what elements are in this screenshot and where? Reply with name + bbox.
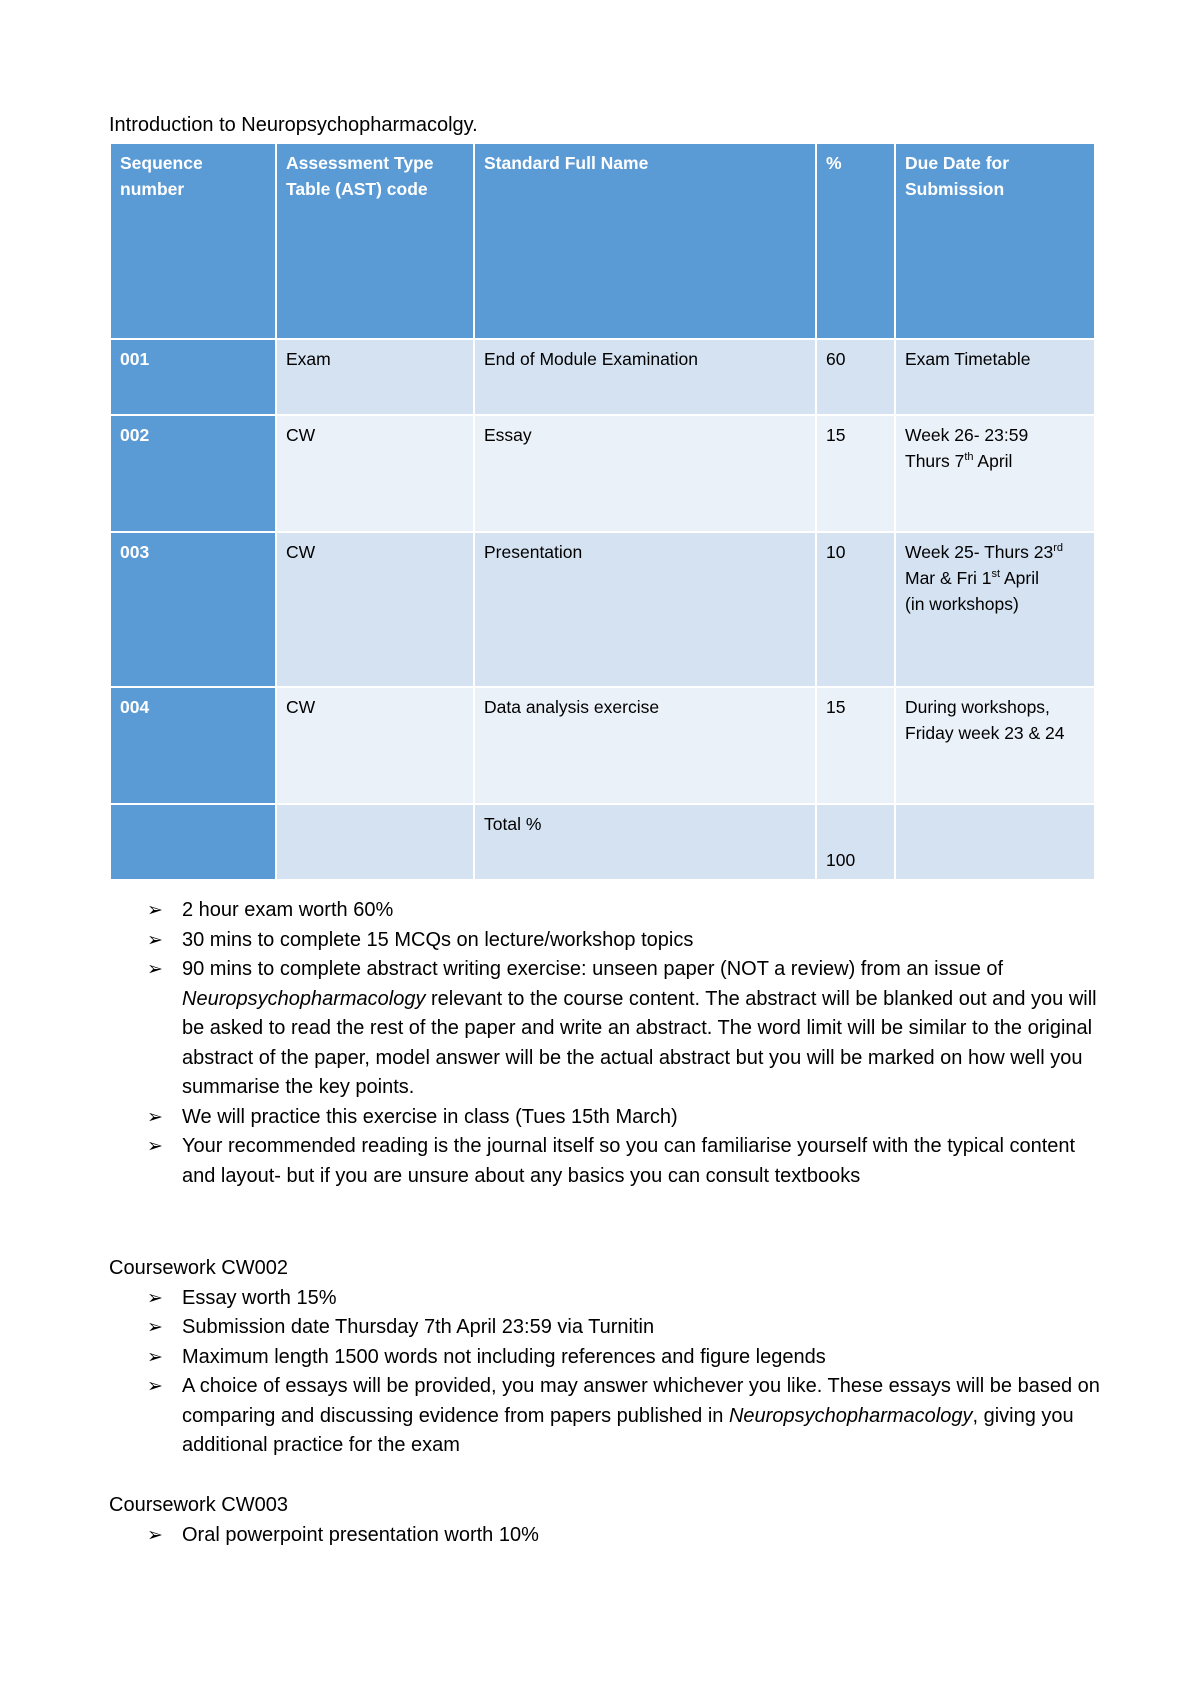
- list-item-text: relevant to the course content. The abstract will be blanked out and you will be asked to read the rest of the paper and write an abstract. The word limit will be similar to the original abstract of the paper, model answer will be the actual abstract but you will be marked on how well you summarise the key points.: [182, 987, 1097, 1098]
- table-row: [110, 687, 1095, 804]
- arrow-bullet-icon: ➢: [147, 1345, 163, 1368]
- cell-ast: CW: [276, 687, 474, 804]
- due-line: Mar & Fri 1: [905, 568, 992, 588]
- due-line: Thurs 7: [905, 451, 965, 471]
- cell-name: Presentation: [474, 532, 816, 687]
- due-line: April: [973, 451, 1013, 471]
- list-item: [109, 1284, 1109, 1314]
- arrow-bullet-icon: ➢: [147, 928, 163, 951]
- cell-total-label: Total %: [474, 804, 816, 880]
- cell-due: During workshops, Friday week 23 & 24: [895, 687, 1095, 804]
- list-item-text: , giving you additional practice for the exam: [182, 1404, 1074, 1456]
- journal-name: Neuropsychopharmacology: [182, 987, 426, 1010]
- cell-name: Essay: [474, 415, 816, 532]
- coursework-cw003-section: [109, 1491, 1109, 1550]
- list-item: [109, 1521, 1109, 1551]
- section-heading: Coursework CW002: [109, 1257, 288, 1279]
- header-sequence-number: Sequence number: [110, 143, 276, 339]
- list-item-text: A choice of essays will be provided, you may answer whichever you like. These essays will be based on comparing and discussing evidence from papers published in: [182, 1375, 1100, 1427]
- cell-due: Exam Timetable: [895, 339, 1095, 415]
- cell-total-value: 100: [816, 804, 895, 880]
- table-row: [110, 532, 1095, 687]
- list-item-text: Essay worth 15%: [182, 1286, 337, 1309]
- table-row: [110, 415, 1095, 532]
- list-item-text: Your recommended reading is the journal itself so you can familiarise yourself with the typical content and layout- but if you are unsure about any basics you can consult textbooks: [182, 1135, 1076, 1187]
- header-percent: %: [816, 143, 895, 339]
- cell-sequence: 002: [110, 415, 276, 532]
- due-line: (in workshops): [905, 594, 1019, 614]
- cell-percent: 15: [816, 687, 895, 804]
- ordinal-suffix: rd: [1053, 542, 1063, 554]
- list-item: [109, 1343, 1109, 1373]
- list-item-text: 30 mins to complete 15 MCQs on lecture/workshop topics: [182, 928, 694, 951]
- list-item: [109, 1313, 1109, 1343]
- ordinal-suffix: st: [991, 568, 1001, 580]
- cell-sequence: 003: [110, 532, 276, 687]
- cell-sequence: 004: [110, 687, 276, 804]
- section-heading: Coursework CW003: [109, 1494, 288, 1516]
- cell-sequence: 001: [110, 339, 276, 415]
- table-header-row: [110, 143, 1095, 339]
- cw002-list: [109, 1284, 1109, 1461]
- due-line: Week 25- Thurs 23: [905, 542, 1054, 562]
- arrow-bullet-icon: ➢: [147, 899, 163, 921]
- ordinal-suffix: th: [964, 451, 974, 463]
- journal-name: Neuropsychopharmacology: [728, 1404, 973, 1427]
- list-item-text: Maximum length 1500 words not including references and figure legends: [182, 1345, 826, 1368]
- list-item: [109, 955, 1109, 1103]
- list-item: [109, 926, 1109, 956]
- cell-ast: [276, 804, 474, 880]
- list-item-text: 2 hour exam worth 60%: [182, 899, 394, 921]
- list-item-text: Submission date Thursday 7th April 23:59 via Turnitin: [182, 1316, 655, 1338]
- cell-name: End of Module Examination: [474, 339, 816, 415]
- cell-name: Data analysis exercise: [474, 687, 816, 804]
- list-item-text: 90 mins to complete abstract writing exercise: unseen paper (NOT a review) from an issue of: [182, 958, 1004, 980]
- assessment-table: [109, 142, 1096, 881]
- cell-ast: CW: [276, 415, 474, 532]
- arrow-bullet-icon: ➢: [147, 1523, 163, 1546]
- list-item-text: We will practice this exercise in class (Tues 15th March): [182, 1105, 678, 1128]
- cell-sequence: [110, 804, 276, 880]
- list-item: [109, 1132, 1109, 1191]
- header-ast-code: Assessment Type Table (AST) code: [276, 143, 474, 339]
- arrow-bullet-icon: ➢: [147, 1375, 163, 1397]
- arrow-bullet-icon: ➢: [147, 1316, 163, 1338]
- cell-ast: CW: [276, 532, 474, 687]
- header-standard-full-name: Standard Full Name: [474, 143, 816, 339]
- cell-due: [895, 415, 1095, 532]
- cell-due: [895, 804, 1095, 880]
- cell-percent: 15: [816, 415, 895, 532]
- list-item: [109, 1103, 1109, 1133]
- cell-percent: 10: [816, 532, 895, 687]
- page-title: Introduction to Neuropsychopharmacolgy.: [109, 114, 478, 136]
- cell-ast: Exam: [276, 339, 474, 415]
- cell-percent: 60: [816, 339, 895, 415]
- arrow-bullet-icon: ➢: [147, 1105, 163, 1128]
- header-due-date: Due Date for Submission: [895, 143, 1095, 339]
- table-total-row: [110, 804, 1095, 880]
- list-item-text: Oral powerpoint presentation worth 10%: [182, 1523, 539, 1546]
- exam-notes-section: [109, 896, 1109, 1191]
- exam-notes-list: [109, 896, 1109, 1191]
- arrow-bullet-icon: ➢: [147, 1135, 163, 1157]
- due-line: Week 26- 23:59: [905, 425, 1029, 445]
- coursework-cw002-section: [109, 1254, 1109, 1461]
- list-item: [109, 1372, 1109, 1461]
- cw003-list: [109, 1521, 1109, 1551]
- arrow-bullet-icon: ➢: [147, 1286, 163, 1309]
- cell-due: [895, 532, 1095, 687]
- arrow-bullet-icon: ➢: [147, 958, 163, 980]
- table-row: [110, 339, 1095, 415]
- list-item: [109, 896, 1109, 926]
- due-line: April: [1000, 568, 1040, 588]
